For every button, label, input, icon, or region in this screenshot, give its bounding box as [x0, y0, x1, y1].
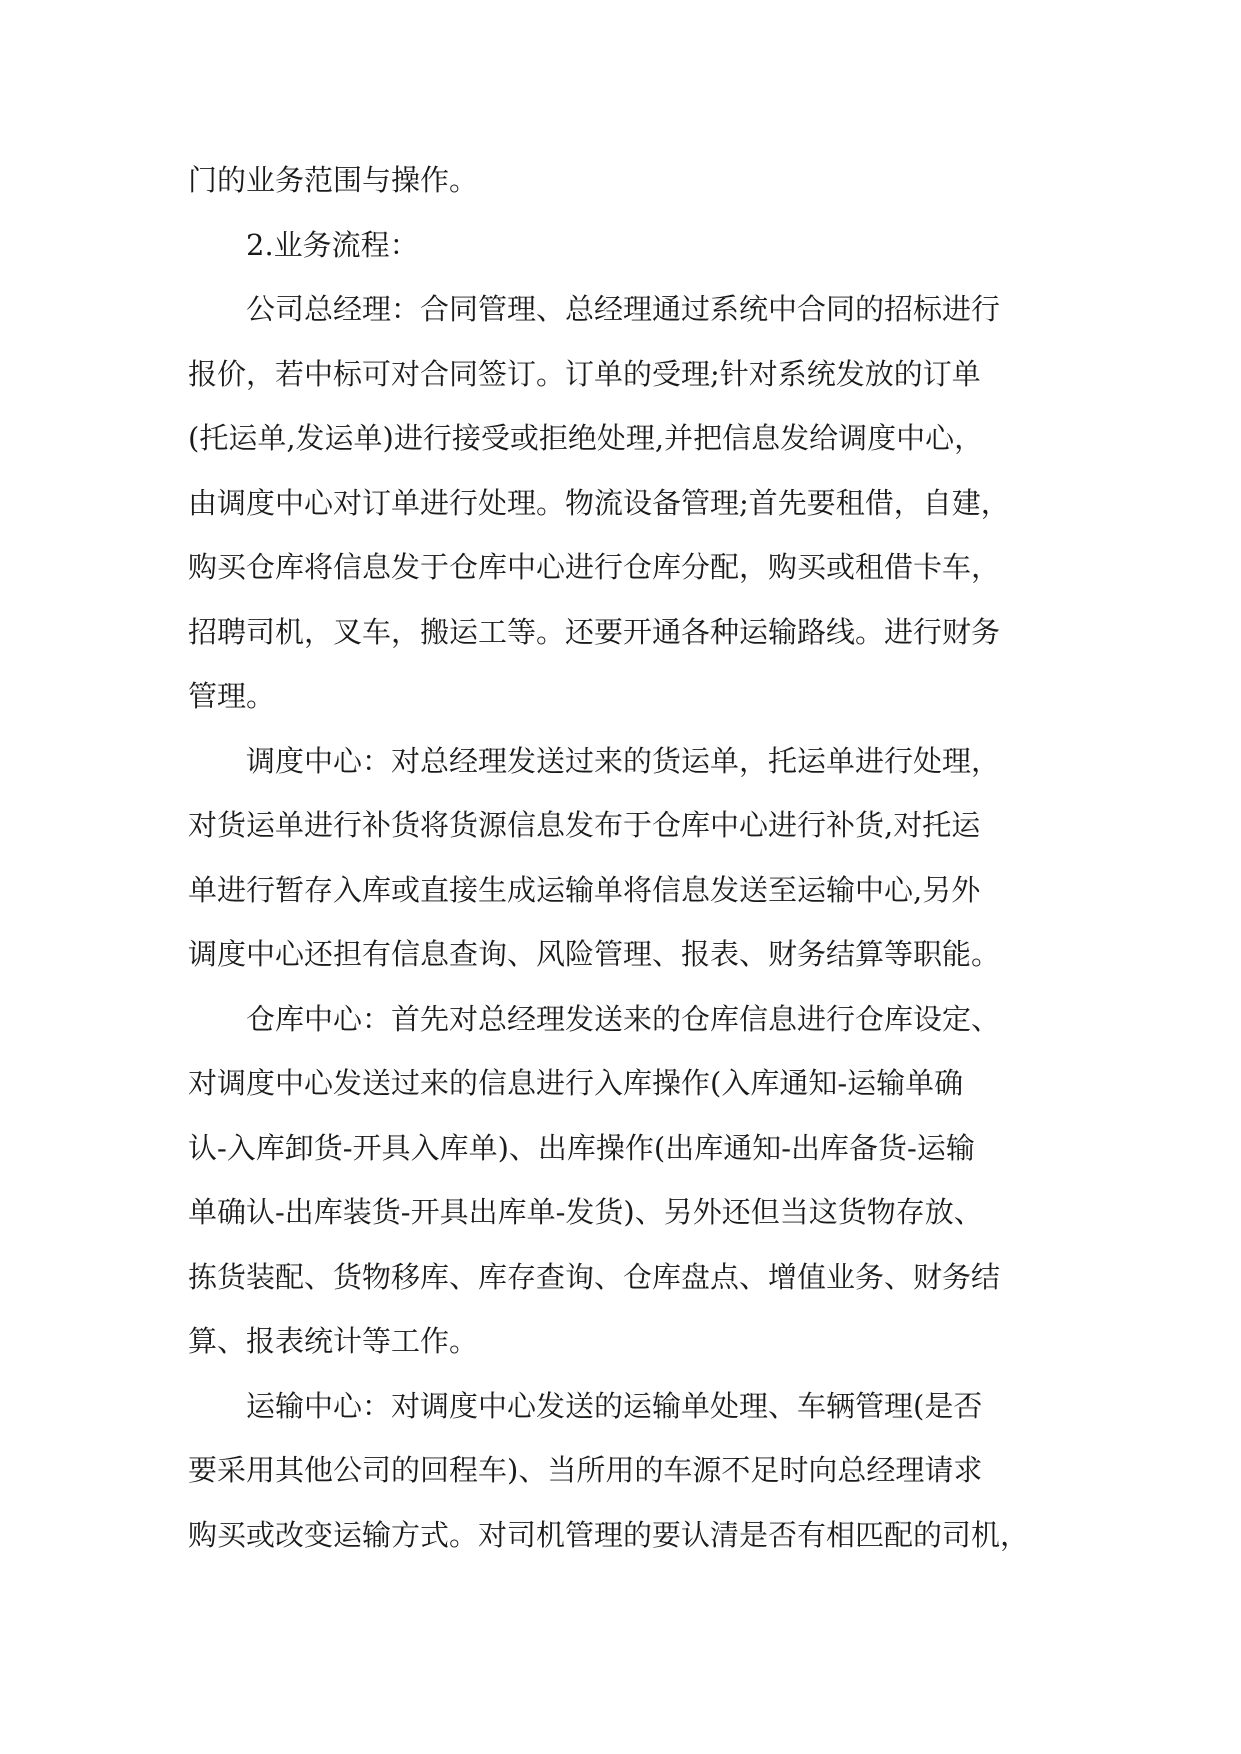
text-line: (托运单,发运单)进行接受或拒绝处理,并把信息发给调度中心， [188, 421, 984, 455]
text-line: 单进行暂存入库或直接生成运输单将信息发送至运输中心,另外 [188, 872, 981, 907]
text-line: 由调度中心对订单进行处理。物流设备管理;首先要租借，自建， [188, 485, 1010, 520]
text-line: 门的业务范围与操作。 [188, 163, 479, 197]
text-line: 对货运单进行补货将货源信息发布于仓库中心进行补货,对托运 [188, 808, 981, 842]
text-line: 对调度中心发送过来的信息进行入库操作(入库通知-运输单确 [188, 1066, 964, 1100]
text-line: 要采用其他公司的回程车)、当所用的车源不足时向总经理请求 [188, 1453, 983, 1487]
text-line: 报价，若中标可对合同签订。订单的受理;针对系统发放的订单 [188, 356, 981, 391]
text-line: 拣货装配、货物移库、库存查询、仓库盘点、增值业务、财务结 [188, 1259, 1001, 1294]
text-line: 运输中心：对调度中心发送的运输单处理、车辆管理(是否 [246, 1388, 983, 1423]
text-line: 认-入库卸货-开具入库单)、出库操作(出库通知-出库备货-运输 [188, 1130, 975, 1165]
text-line: 单确认-出库装货-开具出库单-发货)、另外还但当这货物存放、 [188, 1195, 983, 1229]
document-body [188, 148, 1088, 1567]
text-line: 2.业务流程： [246, 227, 419, 262]
text-line: 公司总经理：合同管理、总经理通过系统中合同的招标进行 [246, 292, 1001, 326]
text-line: 购买仓库将信息发于仓库中心进行仓库分配，购买或租借卡车， [188, 550, 1001, 584]
text-line: 仓库中心：首先对总经理发送来的仓库信息进行仓库设定、 [246, 1001, 1001, 1036]
text-line: 管理。 [188, 679, 276, 713]
text-line: 购买或改变运输方式。对司机管理的要认清是否有相匹配的司机， [188, 1517, 1030, 1552]
text-line: 算、报表统计等工作。 [188, 1324, 479, 1358]
text-line: 招聘司机，叉车，搬运工等。还要开通各种运输路线。进行财务 [188, 614, 1001, 649]
text-line: 调度中心：对总经理发送过来的货运单，托运单进行处理， [246, 743, 1001, 778]
text-line: 调度中心还担有信息查询、风险管理、报表、财务结算等职能。 [188, 937, 1001, 971]
